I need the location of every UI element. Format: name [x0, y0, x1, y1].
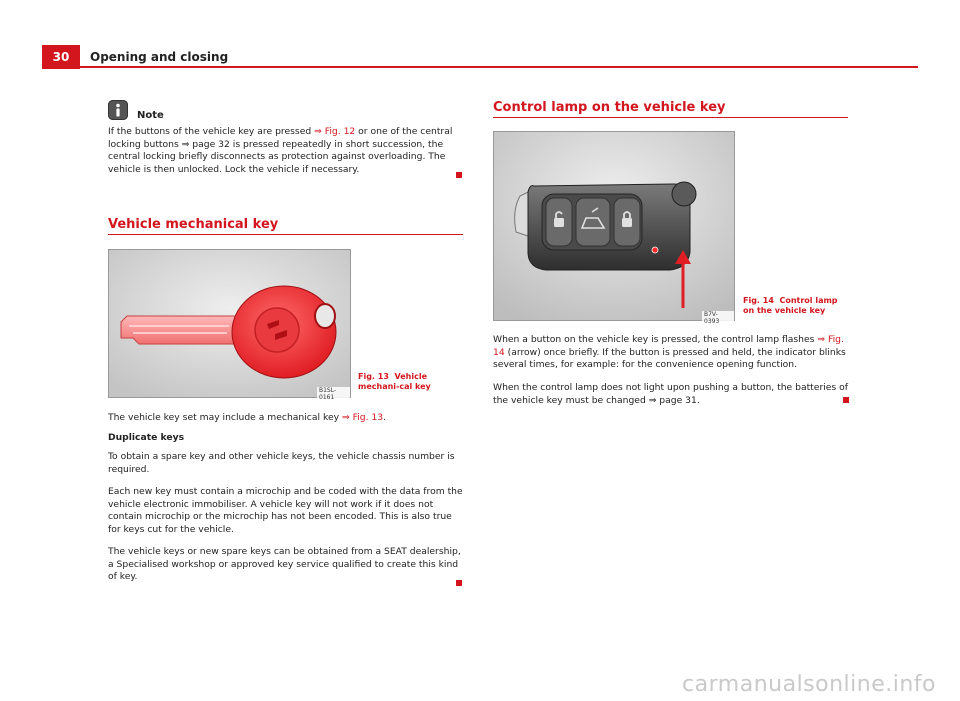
- figure-code: B1SL-0161: [317, 387, 350, 401]
- control-lamp-para-2: When the control lamp does not light upon pushing a button, the batteries of the vehicle key must be changed ⇒ page 31.: [493, 382, 848, 406]
- figure-control-lamp: [493, 131, 735, 325]
- mechanical-key-image: [109, 250, 350, 397]
- intro-text: The vehicle key set may include a mechanical key: [108, 412, 342, 423]
- note-fig-ref[interactable]: ⇒ Fig. 12: [314, 126, 356, 137]
- caption-number: Fig. 14: [743, 296, 774, 305]
- page-number: 30: [42, 45, 80, 69]
- figure-code: B7V-0393: [702, 311, 734, 325]
- note-text-part: If the buttons of the vehicle key are pressed: [108, 126, 315, 137]
- caption-text: Vehicle mechani-cal key: [358, 372, 431, 391]
- note-title: Note: [137, 110, 164, 121]
- fig14-ref[interactable]: ⇒ Fig. 14: [493, 334, 844, 358]
- section-heading-mechanical-key: Vehicle mechanical key: [108, 217, 279, 232]
- page-header-title: Opening and closing: [90, 50, 229, 64]
- fig13-ref[interactable]: ⇒ Fig. 13: [341, 412, 384, 423]
- remote-key-image: [494, 132, 734, 320]
- caption-text: Control lamp on the vehicle key: [743, 296, 838, 315]
- control-lamp-para-1: [493, 334, 848, 372]
- duplicate-keys-para-1: To obtain a spare key and other vehicle keys, the vehicle chassis number is required.: [108, 451, 455, 475]
- section-rule: [108, 234, 463, 235]
- para-text: When a button on the vehicle key is pressed, the control lamp flashes: [493, 334, 818, 345]
- duplicate-keys-para-3: The vehicle keys or new spare keys can be obtained from a SEAT dealership, a Specialised workshop or approved key service qualified to create this kind of key.: [108, 546, 461, 583]
- note-text: [108, 126, 463, 176]
- section-rule: [493, 117, 848, 118]
- note-text-part: or one of the central locking buttons ⇒ page 32 is pressed repeatedly in short succession, the central locking briefly disconnects as protection against overloading. The vehicle is then unlocked. Lock the vehicle if necessary.: [108, 126, 453, 175]
- figure-mechanical-key: [108, 249, 351, 401]
- info-icon: [108, 100, 128, 120]
- footer-watermark: carmanualsonline.info: [682, 672, 936, 697]
- end-mark: [456, 580, 462, 586]
- intro-text-end: .: [383, 412, 387, 423]
- header-rule: [80, 66, 918, 68]
- duplicate-keys-subheading: Duplicate keys: [108, 432, 185, 443]
- end-mark: [843, 397, 849, 403]
- section-heading-control-lamp: Control lamp on the vehicle key: [493, 100, 726, 115]
- figure-caption-13: [358, 372, 466, 392]
- caption-number: Fig. 13: [358, 372, 389, 381]
- para-text: (arrow) once briefly. If the button is pressed and held, the indicator blinks several times, for example: for the convenience opening function.: [493, 346, 846, 371]
- note-icon: [108, 100, 128, 120]
- mechanical-key-intro: [108, 412, 463, 425]
- duplicate-keys-para-2: Each new key must contain a microchip and be coded with the data from the vehicle electronic immobiliser. A vehicle key will not work if it does not contain microchip or the microchip has not been encoded. This is also true for keys cut for the vehicle.: [108, 486, 463, 535]
- figure-caption-14: [743, 296, 851, 316]
- end-mark: [456, 172, 462, 178]
